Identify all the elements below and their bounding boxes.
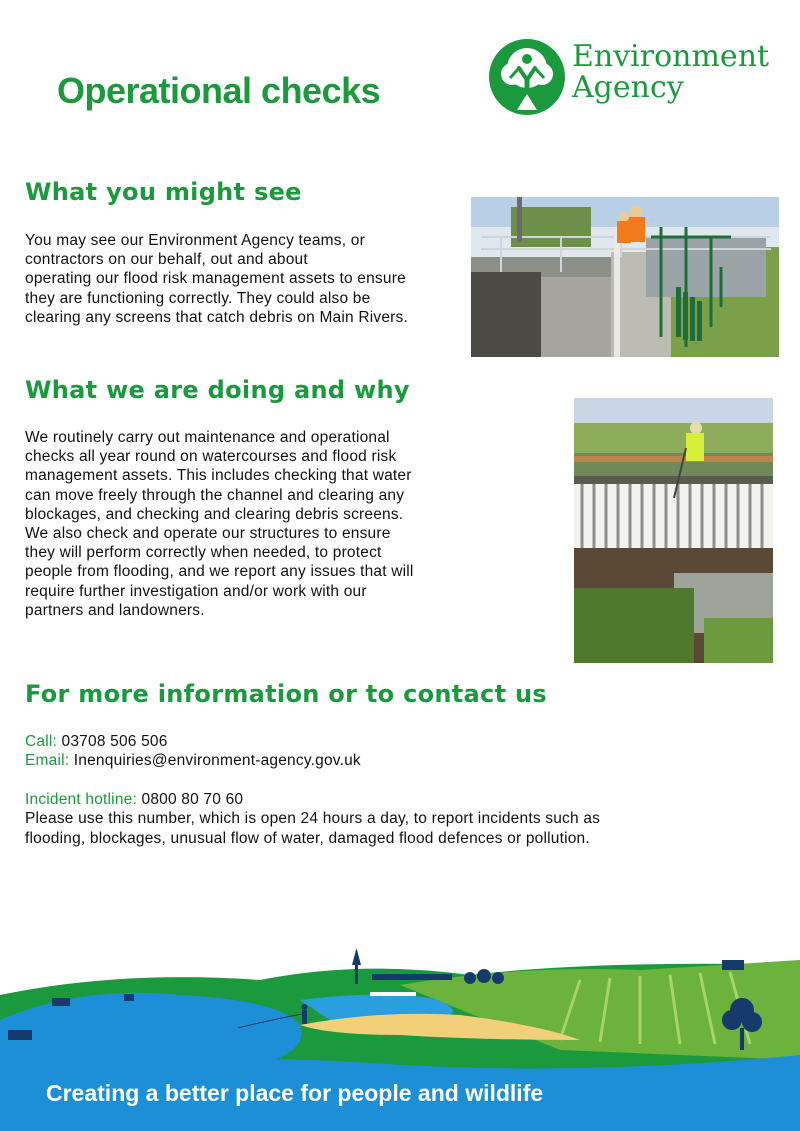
paragraph-what-you-might-see [25,231,465,327]
text-line: partners and landowners. [25,601,205,619]
logo-line-1: Environment [572,39,770,74]
hotline-label: Incident hotline: [25,791,137,808]
text-line: contractors on our behalf, out and about [25,251,308,269]
text-line: can move freely through the channel and clearing any [25,486,405,504]
text-line: We routinely carry out maintenance and operational [25,429,390,446]
hotline-number-link[interactable]: 0800 80 70 60 [141,791,244,808]
email-label: Email: [25,752,70,769]
contact-call-line [25,732,168,752]
footer-tagline: Creating a better place for people and wildlife [46,1080,544,1106]
call-number-link[interactable]: 03708 506 506 [61,733,168,750]
text-line: operating our flood risk management assets to ensure [25,270,406,288]
photo-sluice-gate-workers [471,197,779,357]
call-label: Call: [25,733,58,750]
text-line: clearing any screens that catch debris on Main Rivers. [25,308,408,326]
text-line: flooding, blockages, unusual flow of water, damaged flood defences or pollution. [25,829,590,847]
page-title: Operational checks [57,70,381,111]
text-line: checks all year round on watercourses and flood risk [25,448,397,466]
section-heading-what-we-are-doing: What we are doing and why [25,376,410,404]
text-line: management assets. This includes checking that water [25,467,412,485]
contact-email-line [25,751,361,771]
hotline-note [25,809,725,848]
contact-hotline-line [25,790,243,810]
logo-line-2: Agency [572,70,684,105]
tree-person-logo-icon [488,38,566,116]
logo-text [572,41,769,103]
text-line: people from flooding, and we report any issues that will [25,563,414,581]
text-line: You may see our Environment Agency teams, or [25,232,365,249]
text-line: they will perform correctly when needed, to protect [25,544,382,562]
text-line: Please use this number, which is open 24 hours a day, to report incidents such as [25,810,601,827]
text-line: require further investigation and/or work with our [25,582,367,600]
section-heading-what-you-might-see: What you might see [25,178,302,206]
text-line: blockages, and checking and clearing debris screens. [25,505,404,523]
text-line: We also check and operate our structures to ensure [25,525,391,543]
environment-agency-logo [488,38,778,116]
email-address-link[interactable]: Inenquiries@environment-agency.gov.uk [73,752,361,769]
paragraph-what-we-are-doing [25,428,475,620]
section-heading-contact: For more information or to contact us [25,680,547,708]
photo-debris-screen [574,398,773,663]
text-line: they are functioning correctly. They could also be [25,289,371,307]
